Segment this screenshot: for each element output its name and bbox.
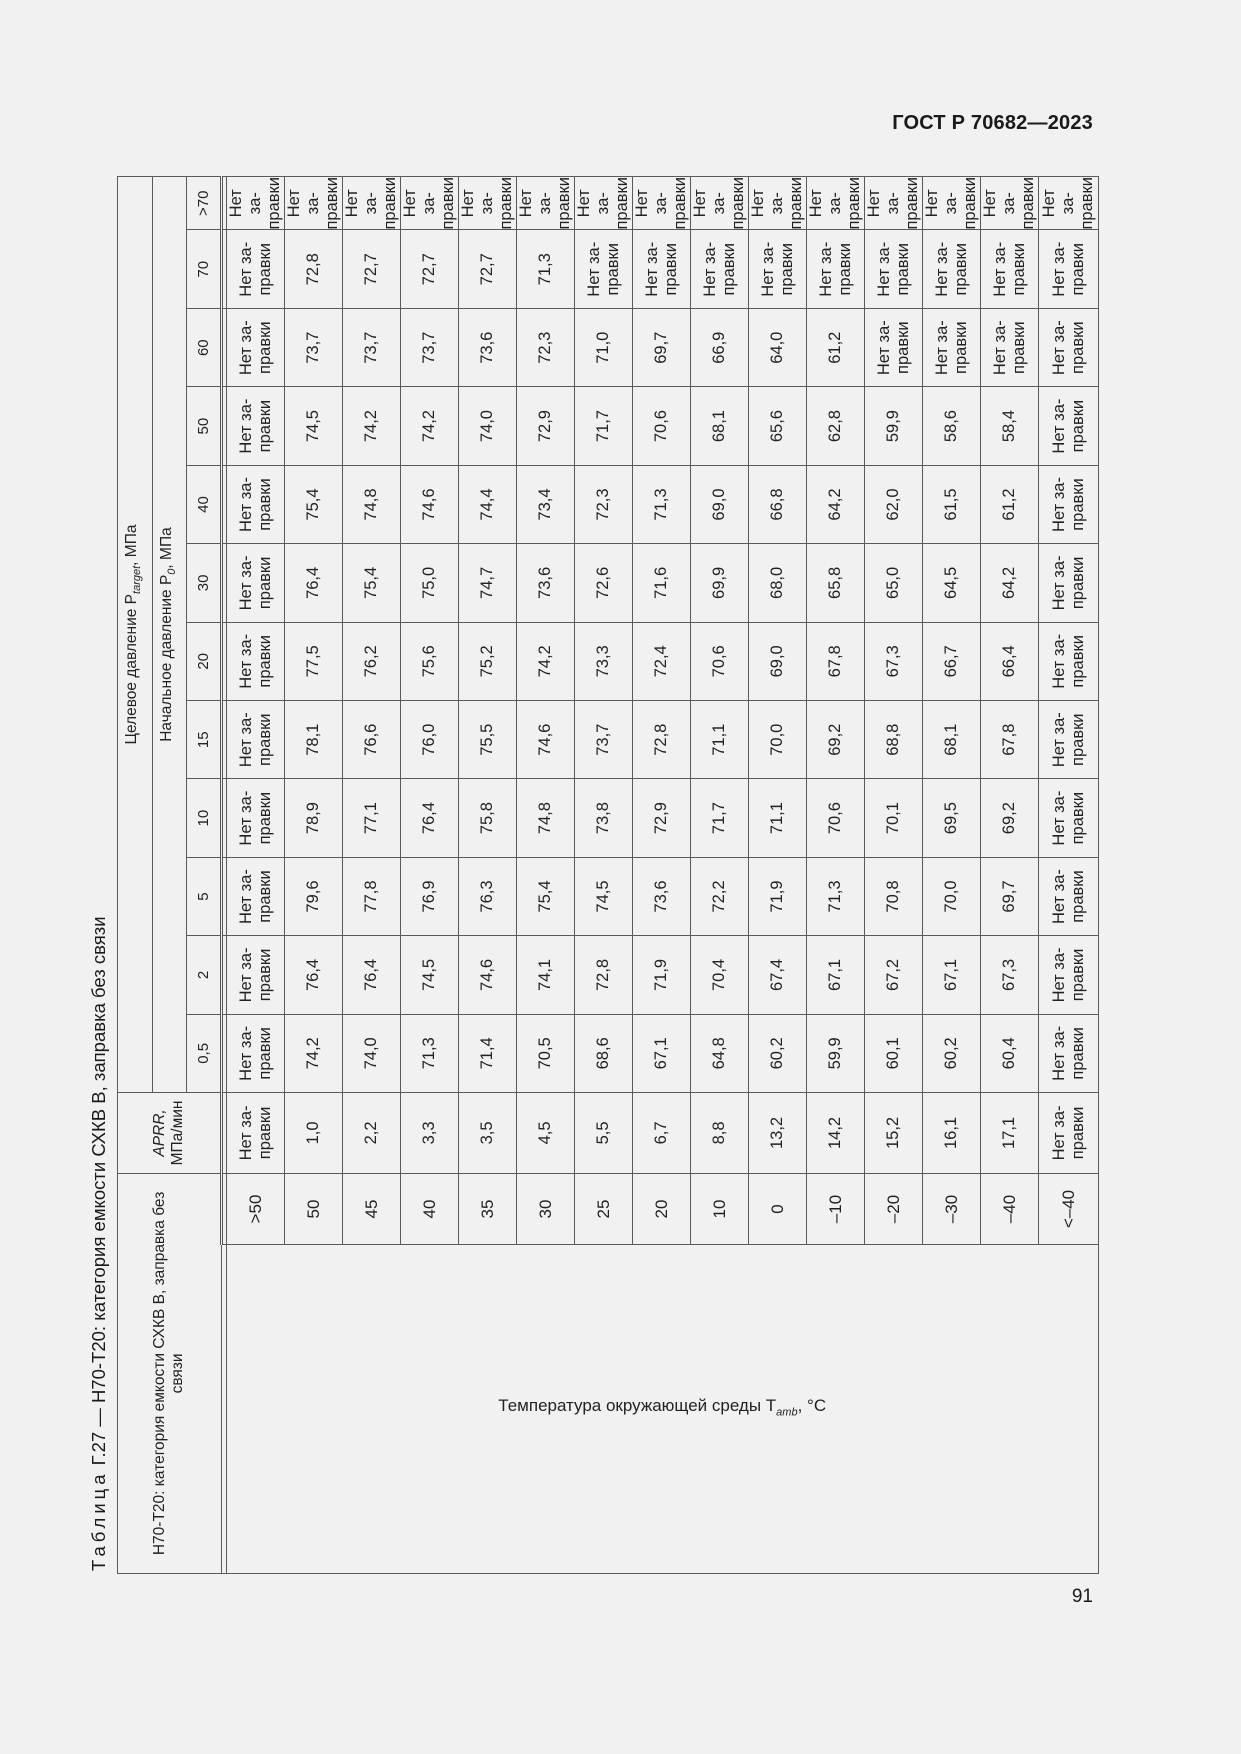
- value-cell: 73,7: [575, 701, 633, 779]
- value-cell: 73,7: [343, 308, 401, 386]
- value-cell: 71,3: [517, 230, 575, 308]
- value-cell: 67,8: [981, 701, 1039, 779]
- value-cell: Нет за- правки: [1039, 701, 1099, 779]
- value-cell: 67,3: [981, 936, 1039, 1014]
- row-aprr: 3,5: [459, 1093, 517, 1174]
- value-cell: 74,2: [401, 387, 459, 465]
- value-cell: 74,6: [459, 936, 517, 1014]
- value-cell: 74,0: [343, 1014, 401, 1092]
- value-cell: 65,0: [865, 544, 923, 622]
- row-temperature: 45: [343, 1173, 401, 1244]
- value-cell: Нет за- правки: [1039, 779, 1099, 857]
- value-cell: 71,9: [633, 936, 691, 1014]
- value-cell: Нет за- правки: [227, 701, 285, 779]
- value-cell: 74,2: [343, 387, 401, 465]
- value-cell: 69,2: [807, 701, 865, 779]
- value-cell: Нет за- правки: [575, 230, 633, 308]
- row-aprr: Нет за- правки: [1039, 1093, 1099, 1174]
- value-cell: Нет за- правки: [1039, 936, 1099, 1014]
- value-cell: 79,6: [285, 857, 343, 935]
- value-cell: Нет за- правки: [227, 1014, 285, 1092]
- value-cell: 67,4: [749, 936, 807, 1014]
- value-cell: 71,7: [575, 387, 633, 465]
- value-cell: Нет за- правки: [227, 177, 283, 230]
- value-cell: 70,1: [865, 779, 923, 857]
- value-cell: 73,7: [285, 308, 343, 386]
- value-cell: 78,9: [285, 779, 343, 857]
- ambient-temperature-label-cell: [227, 1245, 1099, 1574]
- row-aprr: 5,5: [575, 1093, 633, 1174]
- row-temperature: 30: [517, 1173, 575, 1244]
- value-cell: 66,8: [749, 465, 807, 543]
- rotated-table-block: [84, 176, 1096, 1574]
- value-cell: 72,7: [401, 230, 459, 308]
- row-aprr: 14,2: [807, 1093, 865, 1174]
- value-cell: 68,1: [923, 701, 981, 779]
- table-row: [227, 177, 285, 1574]
- value-cell: Нет за- правки: [1039, 177, 1099, 231]
- pressure-col-header: 0,5: [187, 1014, 222, 1092]
- value-cell: 74,5: [285, 387, 343, 465]
- value-cell: 76,4: [285, 544, 343, 622]
- row-temperature: <–40: [1039, 1173, 1099, 1244]
- value-cell: Нет за- правки: [981, 308, 1039, 386]
- pressure-col-header: 20: [187, 622, 222, 700]
- target-pressure-unit: , МПа: [123, 524, 141, 566]
- value-cell: 74,6: [517, 701, 575, 779]
- value-cell: 72,8: [633, 701, 691, 779]
- value-cell: 58,6: [923, 387, 981, 465]
- value-cell: 70,6: [633, 387, 691, 465]
- value-cell: Нет за- правки: [865, 230, 923, 308]
- value-cell: 70,0: [749, 701, 807, 779]
- value-cell: 76,0: [401, 701, 459, 779]
- value-cell: 67,2: [865, 936, 923, 1014]
- row-aprr: 17,1: [981, 1093, 1039, 1174]
- value-cell: 73,7: [401, 308, 459, 386]
- value-cell: 70,6: [691, 622, 749, 700]
- value-cell: Нет за- правки: [227, 857, 285, 935]
- value-cell: 68,8: [865, 701, 923, 779]
- value-cell: 64,2: [807, 465, 865, 543]
- value-cell: Нет за- правки: [691, 230, 749, 308]
- value-cell: Нет за- правки: [923, 230, 981, 308]
- value-cell: 77,1: [343, 779, 401, 857]
- value-cell: 74,4: [459, 465, 517, 543]
- value-cell: Нет за- правки: [633, 230, 691, 308]
- value-cell: Нет за- правки: [865, 308, 923, 386]
- page-number: 91: [1071, 1586, 1093, 1607]
- value-cell: 72,3: [575, 465, 633, 543]
- value-cell: 70,5: [517, 1014, 575, 1092]
- value-cell: Нет за- правки: [517, 177, 573, 230]
- value-cell: 69,0: [691, 465, 749, 543]
- pressure-col-header: 2: [187, 936, 222, 1014]
- value-cell: 60,2: [749, 1014, 807, 1092]
- value-cell: Нет за- правки: [1039, 387, 1099, 465]
- value-cell: 76,3: [459, 857, 517, 935]
- value-cell: 73,3: [575, 622, 633, 700]
- value-cell: 73,6: [459, 308, 517, 386]
- row-aprr: 8,8: [691, 1093, 749, 1174]
- value-cell: 75,4: [285, 465, 343, 543]
- value-cell: 65,6: [749, 387, 807, 465]
- value-cell: Нет за- правки: [227, 779, 285, 857]
- row-aprr: 13,2: [749, 1093, 807, 1174]
- value-cell: 76,6: [343, 701, 401, 779]
- value-cell: 77,8: [343, 857, 401, 935]
- value-cell: 71,0: [575, 308, 633, 386]
- value-cell: 61,5: [923, 465, 981, 543]
- value-cell: 72,4: [633, 622, 691, 700]
- corner-header-cell: [118, 1173, 222, 1573]
- value-cell: 74,5: [401, 936, 459, 1014]
- value-cell: 71,4: [459, 1014, 517, 1092]
- value-cell: 74,2: [517, 622, 575, 700]
- value-cell: 64,2: [981, 544, 1039, 622]
- value-cell: 74,6: [401, 465, 459, 543]
- value-cell: Нет за- правки: [401, 177, 457, 230]
- value-cell: 66,9: [691, 308, 749, 386]
- value-cell: Нет за- правки: [1039, 544, 1099, 622]
- row-temperature: 35: [459, 1173, 517, 1244]
- pressure-col-header: 70: [187, 230, 222, 308]
- value-cell: 67,8: [807, 622, 865, 700]
- value-cell: Нет за- правки: [807, 230, 865, 308]
- value-cell: 61,2: [981, 465, 1039, 543]
- data-table-wrapper: [117, 176, 1099, 1574]
- value-cell: Нет за- правки: [1039, 857, 1099, 935]
- ambient-temperature-text: Температура окружающей среды T: [498, 1395, 777, 1415]
- value-cell: 69,5: [923, 779, 981, 857]
- value-cell: 73,4: [517, 465, 575, 543]
- value-cell: 66,7: [923, 622, 981, 700]
- value-cell: Нет за- правки: [343, 177, 399, 230]
- value-cell: Нет за- правки: [1039, 230, 1099, 308]
- row-aprr: Нет за- правки: [227, 1093, 285, 1174]
- aprr-header-cell: [118, 1093, 222, 1174]
- value-cell: 58,4: [981, 387, 1039, 465]
- value-cell: 70,4: [691, 936, 749, 1014]
- value-cell: 74,8: [343, 465, 401, 543]
- value-cell: 72,7: [459, 230, 517, 308]
- value-cell: 69,7: [981, 857, 1039, 935]
- value-cell: 67,1: [923, 936, 981, 1014]
- value-cell: 76,9: [401, 857, 459, 935]
- table-caption: [84, 916, 114, 1571]
- initial-pressure-unit: , МПа: [157, 527, 175, 569]
- value-cell: 75,4: [343, 544, 401, 622]
- value-cell: 68,1: [691, 387, 749, 465]
- row-aprr: 15,2: [865, 1093, 923, 1174]
- value-cell: Нет за- правки: [227, 308, 285, 386]
- value-cell: Нет за- правки: [227, 622, 285, 700]
- value-cell: 70,6: [807, 779, 865, 857]
- value-cell: 73,6: [517, 544, 575, 622]
- initial-pressure-label: Начальное давление P: [157, 574, 175, 742]
- value-cell: 76,4: [343, 936, 401, 1014]
- value-cell: 59,9: [807, 1014, 865, 1092]
- pressure-col-header: 60: [187, 308, 222, 386]
- value-cell: Нет за- правки: [227, 387, 285, 465]
- value-cell: 60,1: [865, 1014, 923, 1092]
- value-cell: 76,4: [401, 779, 459, 857]
- row-aprr: 6,7: [633, 1093, 691, 1174]
- table-caption-prefix: Таблица: [88, 1470, 109, 1571]
- table-body: [227, 177, 1099, 1574]
- value-cell: 62,0: [865, 465, 923, 543]
- value-cell: 75,5: [459, 701, 517, 779]
- value-cell: 74,7: [459, 544, 517, 622]
- value-cell: 75,6: [401, 622, 459, 700]
- value-cell: 64,8: [691, 1014, 749, 1092]
- header-row-target: [118, 177, 153, 1574]
- row-temperature: 40: [401, 1173, 459, 1244]
- value-cell: 62,8: [807, 387, 865, 465]
- row-temperature: >50: [227, 1173, 285, 1244]
- value-cell: 76,4: [285, 936, 343, 1014]
- value-cell: Нет за- правки: [1039, 1014, 1099, 1092]
- value-cell: Нет за- правки: [1039, 465, 1099, 543]
- value-cell: 70,8: [865, 857, 923, 935]
- pressure-col-header: 40: [187, 465, 222, 543]
- table-caption-text: Г.27 — Н70-Т20: категория емкости СХКВ В, заправка без связи: [88, 916, 109, 1471]
- value-cell: 74,5: [575, 857, 633, 935]
- value-cell: Нет за- правки: [227, 465, 285, 543]
- initial-pressure-sub: 0: [166, 568, 179, 575]
- value-cell: Нет за- правки: [575, 177, 631, 230]
- value-cell: 72,8: [285, 230, 343, 308]
- target-pressure-label: Целевое давление P: [123, 593, 141, 745]
- row-aprr: 2,2: [343, 1093, 401, 1174]
- row-temperature: 10: [691, 1173, 749, 1244]
- value-cell: Нет за- правки: [981, 230, 1039, 308]
- value-cell: 61,2: [807, 308, 865, 386]
- value-cell: 71,3: [401, 1014, 459, 1092]
- value-cell: Нет за- правки: [807, 177, 863, 230]
- value-cell: 72,9: [517, 387, 575, 465]
- value-cell: 74,1: [517, 936, 575, 1014]
- value-cell: Нет за- правки: [749, 177, 805, 230]
- value-cell: 68,0: [749, 544, 807, 622]
- value-cell: 67,1: [807, 936, 865, 1014]
- ambient-temperature-sub: amb: [776, 1406, 798, 1419]
- value-cell: 71,1: [691, 701, 749, 779]
- value-cell: 69,0: [749, 622, 807, 700]
- row-aprr: 1,0: [285, 1093, 343, 1174]
- value-cell: Нет за- правки: [227, 544, 285, 622]
- value-cell: Нет за- правки: [1039, 622, 1099, 700]
- value-cell: 67,3: [865, 622, 923, 700]
- value-cell: Нет за- правки: [923, 308, 981, 386]
- value-cell: 70,0: [923, 857, 981, 935]
- aprr-header-name: APRR,: [151, 1109, 168, 1157]
- value-cell: 75,0: [401, 544, 459, 622]
- value-cell: 71,9: [749, 857, 807, 935]
- value-cell: Нет за- правки: [227, 230, 285, 308]
- value-cell: 72,6: [575, 544, 633, 622]
- value-cell: 66,4: [981, 622, 1039, 700]
- value-cell: 75,4: [517, 857, 575, 935]
- corner-header-label: Н70-Т20: категория емкости СХКВ В, заправка без связи: [151, 1191, 186, 1556]
- row-temperature: –40: [981, 1173, 1039, 1244]
- value-cell: 59,9: [865, 387, 923, 465]
- aprr-header-unit: МПа/мин: [169, 1100, 186, 1166]
- row-temperature: –30: [923, 1173, 981, 1244]
- value-cell: 72,9: [633, 779, 691, 857]
- row-aprr: 4,5: [517, 1093, 575, 1174]
- document-standard-header: ГОСТ Р 70682—2023: [892, 112, 1093, 134]
- value-cell: 64,0: [749, 308, 807, 386]
- value-cell: Нет за- правки: [633, 177, 689, 230]
- value-cell: 60,2: [923, 1014, 981, 1092]
- value-cell: Нет за- правки: [285, 177, 341, 230]
- pressure-col-header: 50: [187, 387, 222, 465]
- value-cell: 71,3: [807, 857, 865, 935]
- value-cell: 71,1: [749, 779, 807, 857]
- row-temperature: 50: [285, 1173, 343, 1244]
- value-cell: 71,6: [633, 544, 691, 622]
- value-cell: Нет за- правки: [749, 230, 807, 308]
- pressure-col-header: 30: [187, 544, 222, 622]
- value-cell: 74,8: [517, 779, 575, 857]
- value-cell: Нет за- правки: [227, 936, 285, 1014]
- value-cell: 73,6: [633, 857, 691, 935]
- row-temperature: 25: [575, 1173, 633, 1244]
- row-temperature: 20: [633, 1173, 691, 1244]
- value-cell: 72,7: [343, 230, 401, 308]
- target-pressure-header: [118, 177, 153, 1093]
- value-cell: 75,8: [459, 779, 517, 857]
- target-pressure-sub: target: [131, 565, 144, 594]
- value-cell: 69,7: [633, 308, 691, 386]
- row-aprr: 16,1: [923, 1093, 981, 1174]
- pressure-col-header: 5: [187, 857, 222, 935]
- row-temperature: –20: [865, 1173, 923, 1244]
- value-cell: Нет за- правки: [1039, 308, 1099, 386]
- ambient-temperature-label: [499, 1396, 827, 1422]
- value-cell: 69,9: [691, 544, 749, 622]
- row-temperature: –10: [807, 1173, 865, 1244]
- value-cell: 75,2: [459, 622, 517, 700]
- value-cell: 78,1: [285, 701, 343, 779]
- value-cell: 72,2: [691, 857, 749, 935]
- value-cell: Нет за- правки: [691, 177, 747, 230]
- initial-pressure-header: [153, 177, 187, 1093]
- value-cell: 68,6: [575, 1014, 633, 1092]
- pressure-col-header: 10: [187, 779, 222, 857]
- value-cell: 60,4: [981, 1014, 1039, 1092]
- value-cell: 77,5: [285, 622, 343, 700]
- value-cell: 73,8: [575, 779, 633, 857]
- value-cell: 72,8: [575, 936, 633, 1014]
- value-cell: 72,3: [517, 308, 575, 386]
- row-temperature: 0: [749, 1173, 807, 1244]
- value-cell: 71,7: [691, 779, 749, 857]
- value-cell: 67,1: [633, 1014, 691, 1092]
- value-cell: 76,2: [343, 622, 401, 700]
- ambient-temperature-unit: , °C: [797, 1395, 827, 1415]
- refueling-table: [117, 176, 1099, 1574]
- pressure-col-header: 15: [187, 701, 222, 779]
- row-aprr: 3,3: [401, 1093, 459, 1174]
- value-cell: 64,5: [923, 544, 981, 622]
- value-cell: 69,2: [981, 779, 1039, 857]
- value-cell: 74,0: [459, 387, 517, 465]
- value-cell: Нет за- правки: [459, 177, 515, 230]
- value-cell: Нет за- правки: [923, 177, 979, 230]
- value-cell: 74,2: [285, 1014, 343, 1092]
- value-cell: Нет за- правки: [981, 177, 1037, 230]
- value-cell: Нет за- правки: [865, 177, 921, 230]
- pressure-col-header: >70: [187, 177, 222, 231]
- value-cell: 71,3: [633, 465, 691, 543]
- value-cell: 65,8: [807, 544, 865, 622]
